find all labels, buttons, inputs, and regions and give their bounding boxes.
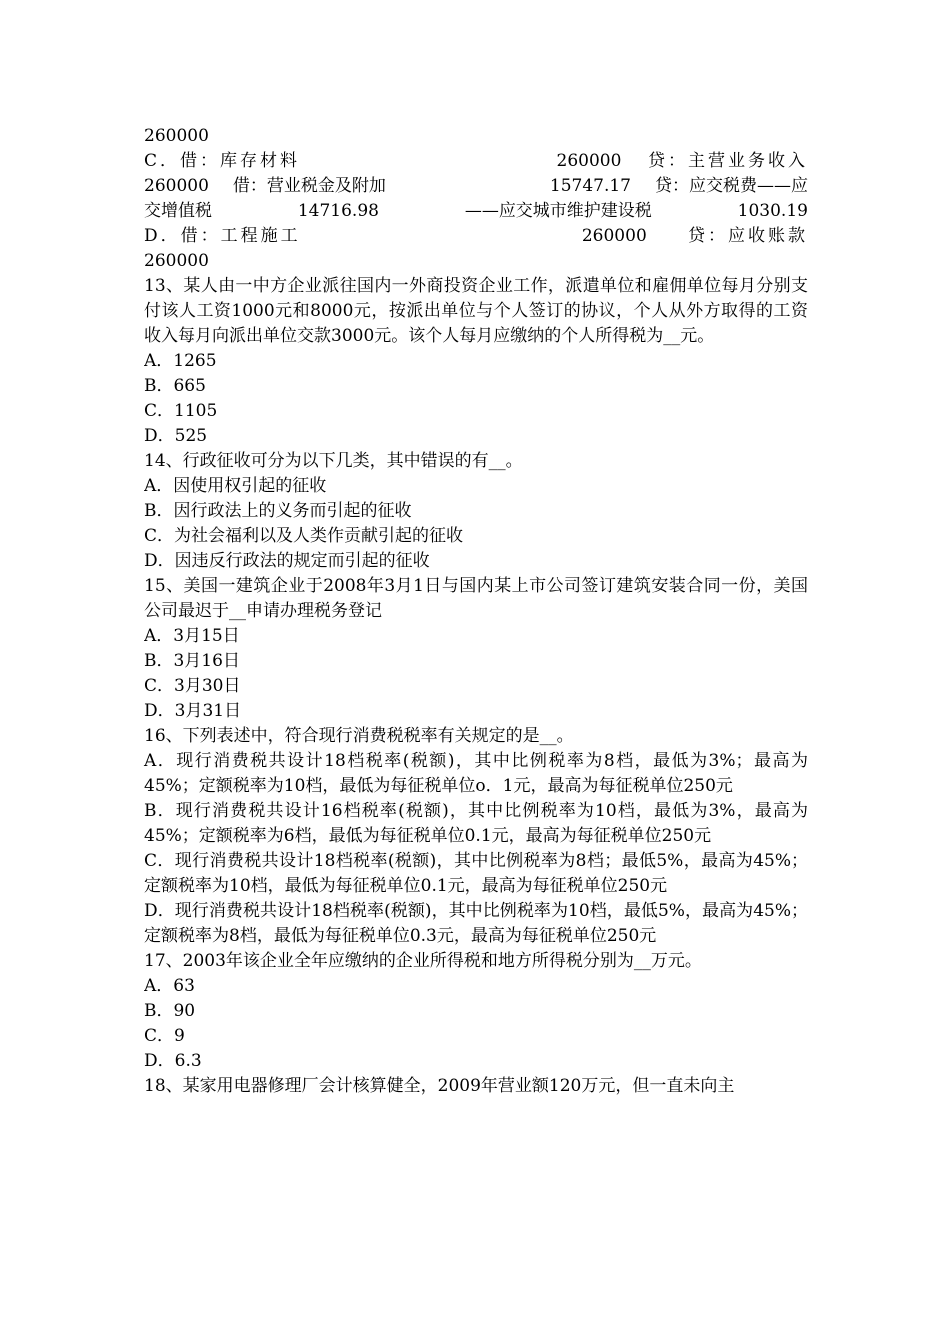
question-14-option-d: D．因违反行政法的规定而引起的征收 [144,551,430,571]
continued-amount-last: 260000 [144,251,209,271]
question-16-option-d: D．现行消费税共设计18档税率(税额)，其中比例税率为10档，最低5%，最高为45%；定额税率为8档，最低为每征税单位0.3元，最高为每征税单位250元 [144,901,808,946]
question-17-option-c: C．9 [144,1026,185,1046]
question-15-option-c: C．3月30日 [144,676,241,696]
option-c-amount: 260000 [556,151,622,171]
entry-line-3 [144,199,808,224]
question-14-option-b: B．因行政法上的义务而引起的征收 [144,501,412,521]
question-18-stem: 18、某家用电器修理厂会计核算健全，2009年营业额120万元，但一直未向主 [144,1076,735,1096]
entry-line-3-tax: ——应交城市维护建设税 [464,201,652,221]
document-body [144,124,808,1099]
option-c-debit: C．借：库存材料 [144,151,301,171]
question-15-option-a: A．3月15日 [144,626,240,646]
question-17-stem: 17、2003年该企业全年应缴纳的企业所得税和地方所得税分别为__万元。 [144,951,702,971]
entry-line-2 [144,174,808,199]
question-15-stem: 15、美国一建筑企业于2008年3月1日与国内某上市公司签订建筑安装合同一份，美国公司最迟于__申请办理税务登记 [144,576,808,621]
option-d-credit: 贷：应收账款 [687,226,808,246]
entry-line-3-account: 交增值税 [144,201,212,221]
entry-line-2-credit: 贷：应交税费——应 [654,176,808,196]
option-d-debit: D．借：工程施工 [144,226,301,246]
question-14-option-c: C．为社会福利以及人类作贡献引起的征收 [144,526,464,546]
question-13-stem: 13、某人由一中方企业派往国内一外商投资企业工作，派遣单位和雇佣单位每月分别支付该人工资1000元和8000元，按派出单位与个人签订的协议，个人从外方取得的工资收入每月向派出单位交款3000元。该个人每月应缴纳的个人所得税为__元。 [144,276,808,346]
question-16-option-c: C．现行消费税共设计18档税率(税额)，其中比例税率为8档；最低5%，最高为45%；定额税率为10档，最低为每征税单位0.1元，最高为每征税单位250元 [144,851,808,896]
entry-line-2-value: 15747.17 [549,176,631,196]
question-13-option-d: D．525 [144,426,208,446]
option-d-entry [144,224,808,249]
continued-amount: 260000 [144,126,209,146]
question-17-option-a: A．63 [144,976,195,996]
question-16-option-b: B．现行消费税共设计16档税率(税额)，其中比例税率为10档，最低为3%，最高为 45%；定额税率为6档，最低为每征税单位0.1元，最高为每征税单位250元 [144,801,808,846]
option-c-credit: 贷：主营业务收入 [647,151,808,171]
entry-line-3-vat: 14716.98 [297,201,379,221]
question-17-option-d: D．6.3 [144,1051,202,1071]
entry-line-3-value: 1030.19 [737,201,808,221]
question-14-option-a: A．因使用权引起的征收 [144,476,327,496]
entry-line-2-debit: 借：营业税金及附加 [232,176,386,196]
question-14-stem: 14、行政征收可分为以下几类，其中错误的有__。 [144,451,523,471]
question-13-option-c: C．1105 [144,401,218,421]
option-c-entry [144,149,808,174]
question-16-option-a: A．现行消费税共设计18档税率(税额)，其中比例税率为8档，最低为3%；最高为45%；定额税率为10档，最低为每征税单位o．1元，最高为每征税单位250元 [144,751,808,796]
question-13-option-a: A．1265 [144,351,217,371]
question-15-option-d: D．3月31日 [144,701,242,721]
question-15-option-b: B．3月16日 [144,651,240,671]
question-13-option-b: B．665 [144,376,206,396]
question-16-stem: 16、下列表述中，符合现行消费税税率有关规定的是__。 [144,726,574,746]
entry-line-2-amount: 260000 [144,176,209,196]
question-17-option-b: B．90 [144,1001,196,1021]
option-d-amount: 260000 [581,226,647,246]
